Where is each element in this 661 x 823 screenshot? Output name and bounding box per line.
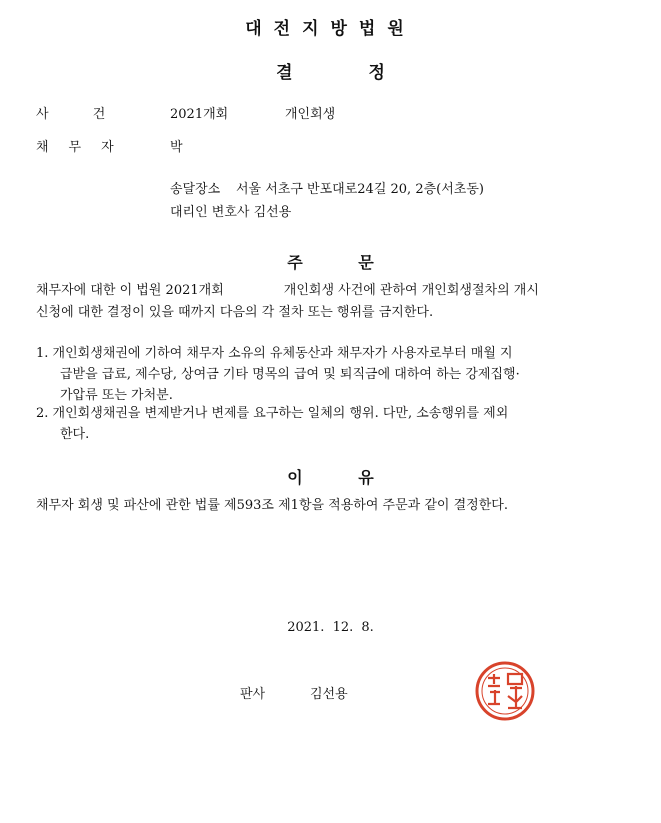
- order-item-2: [36, 403, 596, 445]
- order-intro: [36, 280, 596, 324]
- order-item-2-line1: 2. 개인회생채권을 변제받거나 변제를 요구하는 일체의 행위. 다만, 소송행위를 제외: [36, 406, 509, 421]
- debtor-label: 채무자: [36, 140, 134, 155]
- decision-date: 2021. 12. 8.: [287, 620, 374, 635]
- case-number: 2021개회: [170, 107, 229, 122]
- service-address-value: 서울 서초구 반포대로24길 20, 2층(서초동): [236, 182, 484, 197]
- document-type-title: 결 정: [276, 63, 385, 83]
- service-address-label: 송달장소: [170, 182, 221, 197]
- order-item-1-line3: 가압류 또는 가처분.: [60, 388, 173, 403]
- reason-text: 채무자 회생 및 파산에 관한 법률 제593조 제1항을 적용하여 주문과 같이 결정한다.: [36, 498, 508, 513]
- judge-title: 판사: [240, 687, 266, 702]
- judge-name: 김선용: [310, 687, 348, 702]
- order-intro-line1-part2: 개인회생 사건에 관하여 개인회생절차의 개시: [283, 283, 539, 298]
- order-item-1-line1: 1. 개인회생채권에 기하여 채무자 소유의 유체동산과 채무자가 사용자로부터 매월 지: [36, 346, 513, 361]
- judge-seal-icon: [474, 660, 536, 722]
- order-item-1-line2: 급받을 급료, 제수당, 상여금 기타 명목의 급여 및 퇴직금에 대하여 하는 강제집행·: [60, 367, 520, 382]
- court-title: 대전지방법원: [245, 19, 416, 39]
- order-item-2-line2: 한다.: [60, 427, 90, 442]
- order-item-1: [36, 343, 596, 406]
- debtor-name: 박: [170, 140, 183, 155]
- case-type: 개인회생: [285, 107, 336, 122]
- order-intro-line1-part1: 채무자에 대한 이 법원 2021개회: [36, 283, 224, 298]
- order-intro-line2: 신청에 대한 결정이 있을 때까지 다음의 각 절차 또는 행위를 금지한다.: [36, 305, 434, 320]
- representative: 대리인 변호사 김선용: [170, 205, 292, 220]
- reason-heading: 이 유: [287, 468, 374, 487]
- order-heading: 주 문: [287, 253, 374, 272]
- case-label: 사 건: [36, 107, 126, 122]
- order-intro-line1: [36, 280, 596, 302]
